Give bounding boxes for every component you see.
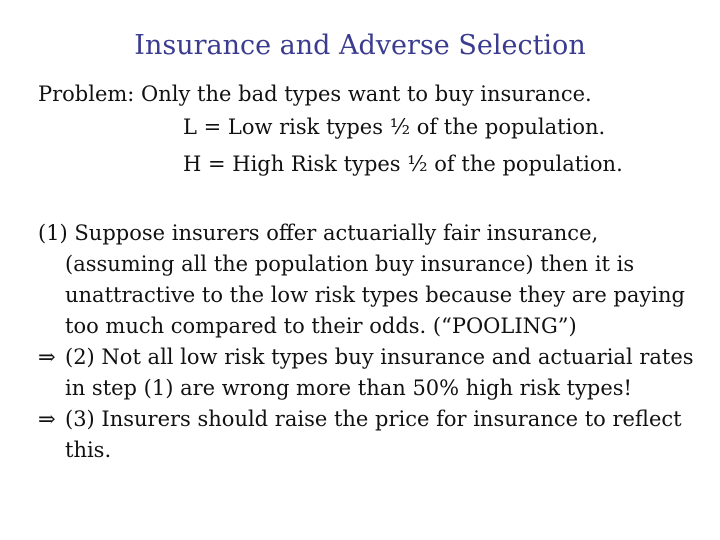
implies-arrow-icon: ⇒ [38,345,56,369]
point-3-text: (3) Insurers should raise the price for insurance to reflect [65,407,682,431]
point-1-line-3: unattractive to the low risk types because they are paying [65,283,685,307]
slide-title: Insurance and Adverse Selection [134,30,586,61]
point-2-line-2: in step (1) are wrong more than 50% high risk types! [65,376,632,400]
definition-high-risk: H = High Risk types ½ of the population. [183,152,623,176]
definition-low-risk: L = Low risk types ½ of the population. [183,115,606,139]
point-3-line-1 [38,407,682,431]
point-3-line-2: this. [65,438,112,462]
point-1-line-1: (1) Suppose insurers offer actuarially fair insurance, [38,221,599,245]
point-1-line-4: too much compared to their odds. (“POOLING”) [65,314,577,338]
point-2-text: (2) Not all low risk types buy insurance and actuarial rates [65,345,694,369]
implies-arrow-icon: ⇒ [38,407,56,431]
point-1-line-2: (assuming all the population buy insurance) then it is [65,252,635,276]
point-2-line-1 [38,345,694,369]
problem-statement: Problem: Only the bad types want to buy insurance. [38,82,592,106]
